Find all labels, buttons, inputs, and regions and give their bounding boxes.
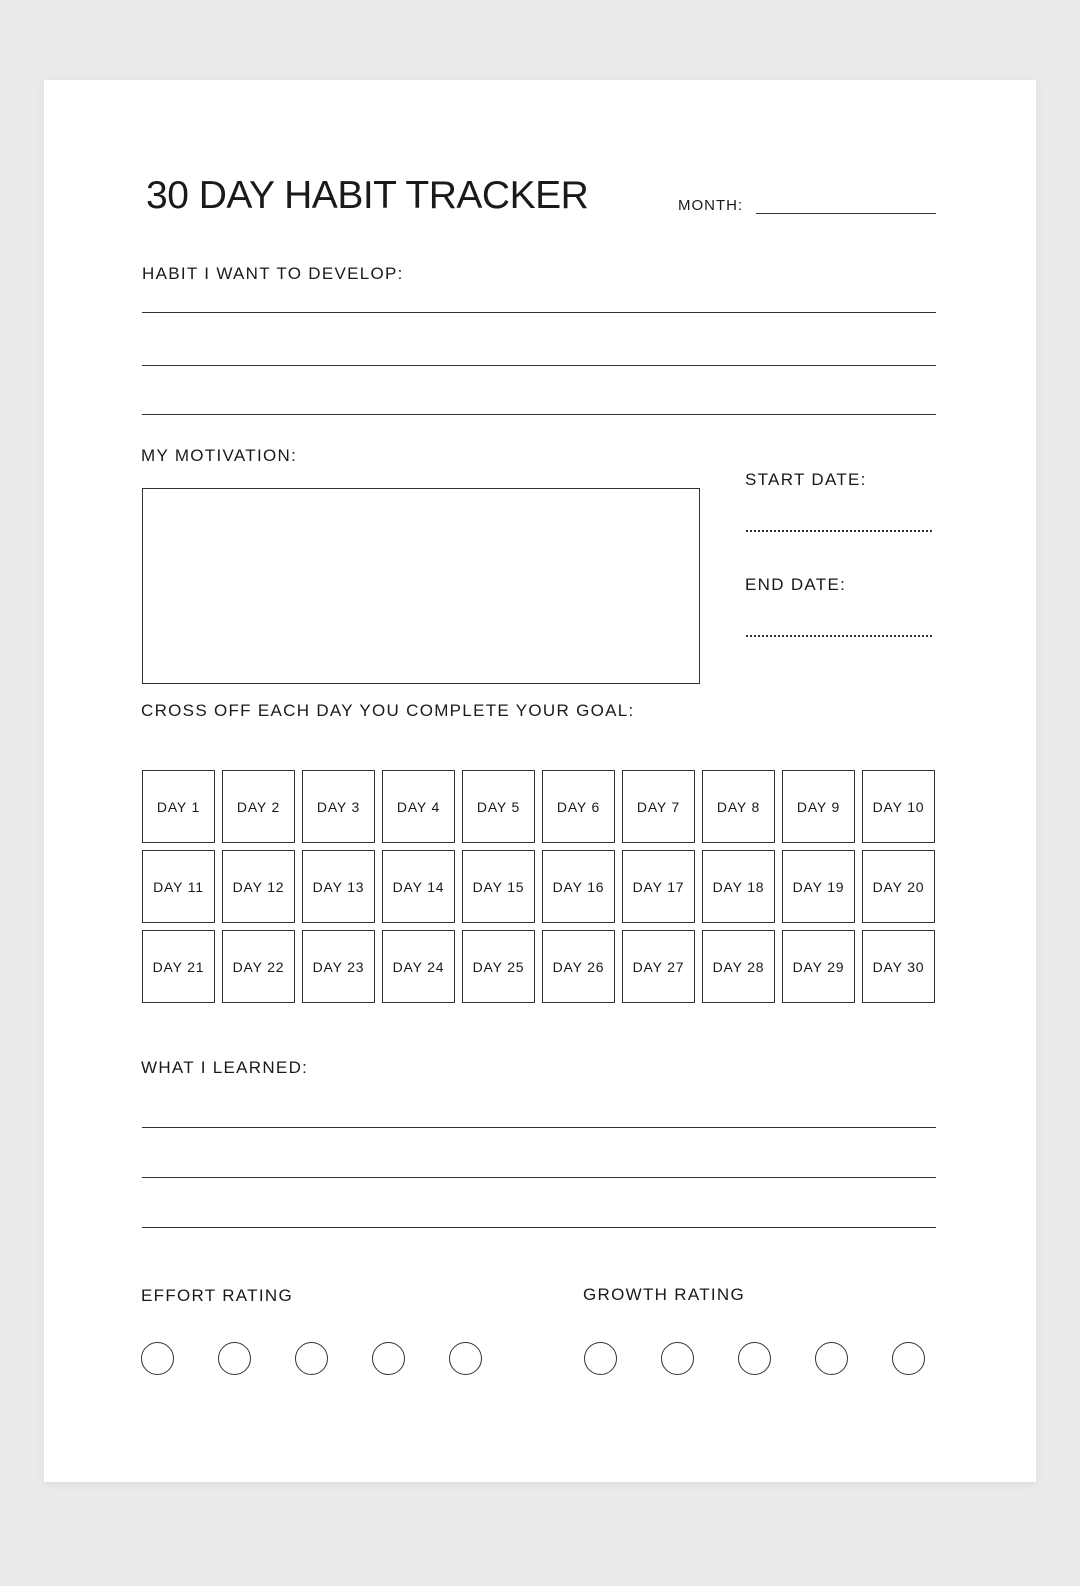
day-cell[interactable]: DAY 18 (702, 850, 775, 923)
day-cell[interactable]: DAY 25 (462, 930, 535, 1003)
growth-rating-circle[interactable] (738, 1342, 771, 1375)
page-title: 30 DAY HABIT TRACKER (146, 174, 589, 217)
day-cell[interactable]: DAY 7 (622, 770, 695, 843)
habit-tracker-page (44, 80, 1036, 1482)
learned-label: WHAT I LEARNED: (141, 1058, 309, 1077)
growth-rating-circle[interactable] (815, 1342, 848, 1375)
day-cell[interactable]: DAY 16 (542, 850, 615, 923)
effort-rating (141, 1342, 482, 1375)
habit-line-1[interactable] (142, 312, 936, 313)
growth-rating-circle[interactable] (661, 1342, 694, 1375)
day-cell[interactable]: DAY 19 (782, 850, 855, 923)
motivation-label: MY MOTIVATION: (141, 446, 298, 465)
day-cell[interactable]: DAY 8 (702, 770, 775, 843)
day-cell[interactable]: DAY 5 (462, 770, 535, 843)
effort-rating-circle[interactable] (141, 1342, 174, 1375)
effort-rating-circle[interactable] (295, 1342, 328, 1375)
day-cell[interactable]: DAY 11 (142, 850, 215, 923)
growth-rating-label: GROWTH RATING (583, 1285, 746, 1304)
habit-label: HABIT I WANT TO DEVELOP: (142, 264, 404, 283)
day-cell[interactable]: DAY 9 (782, 770, 855, 843)
day-cell[interactable]: DAY 20 (862, 850, 935, 923)
month-label: MONTH: (678, 197, 744, 214)
day-cell[interactable]: DAY 27 (622, 930, 695, 1003)
day-cell[interactable]: DAY 24 (382, 930, 455, 1003)
day-cell[interactable]: DAY 2 (222, 770, 295, 843)
effort-rating-circle[interactable] (372, 1342, 405, 1375)
effort-rating-label: EFFORT RATING (141, 1286, 293, 1305)
day-cell[interactable]: DAY 1 (142, 770, 215, 843)
day-cell[interactable]: DAY 10 (862, 770, 935, 843)
effort-rating-circle[interactable] (449, 1342, 482, 1375)
day-cell[interactable]: DAY 17 (622, 850, 695, 923)
growth-rating-circle[interactable] (892, 1342, 925, 1375)
day-cell[interactable]: DAY 6 (542, 770, 615, 843)
day-grid (142, 770, 936, 1003)
learned-line-3[interactable] (142, 1227, 936, 1228)
start-date-field[interactable] (746, 530, 932, 532)
day-cell[interactable]: DAY 21 (142, 930, 215, 1003)
learned-line-2[interactable] (142, 1177, 936, 1178)
month-field[interactable] (756, 213, 936, 214)
day-cell[interactable]: DAY 23 (302, 930, 375, 1003)
day-cell[interactable]: DAY 30 (862, 930, 935, 1003)
motivation-box[interactable] (142, 488, 700, 684)
day-cell[interactable]: DAY 29 (782, 930, 855, 1003)
day-cell[interactable]: DAY 26 (542, 930, 615, 1003)
growth-rating-circle[interactable] (584, 1342, 617, 1375)
day-cell[interactable]: DAY 4 (382, 770, 455, 843)
habit-line-2[interactable] (142, 365, 936, 366)
day-cell[interactable]: DAY 13 (302, 850, 375, 923)
habit-line-3[interactable] (142, 414, 936, 415)
day-cell[interactable]: DAY 28 (702, 930, 775, 1003)
day-cell[interactable]: DAY 15 (462, 850, 535, 923)
day-cell[interactable]: DAY 3 (302, 770, 375, 843)
day-cell[interactable]: DAY 14 (382, 850, 455, 923)
start-date-label: START DATE: (745, 470, 867, 489)
end-date-label: END DATE: (745, 575, 847, 594)
tracker-label: CROSS OFF EACH DAY YOU COMPLETE YOUR GOAL: (141, 701, 635, 720)
day-cell[interactable]: DAY 12 (222, 850, 295, 923)
effort-rating-circle[interactable] (218, 1342, 251, 1375)
growth-rating (584, 1342, 925, 1375)
end-date-field[interactable] (746, 635, 932, 637)
learned-line-1[interactable] (142, 1127, 936, 1128)
day-cell[interactable]: DAY 22 (222, 930, 295, 1003)
